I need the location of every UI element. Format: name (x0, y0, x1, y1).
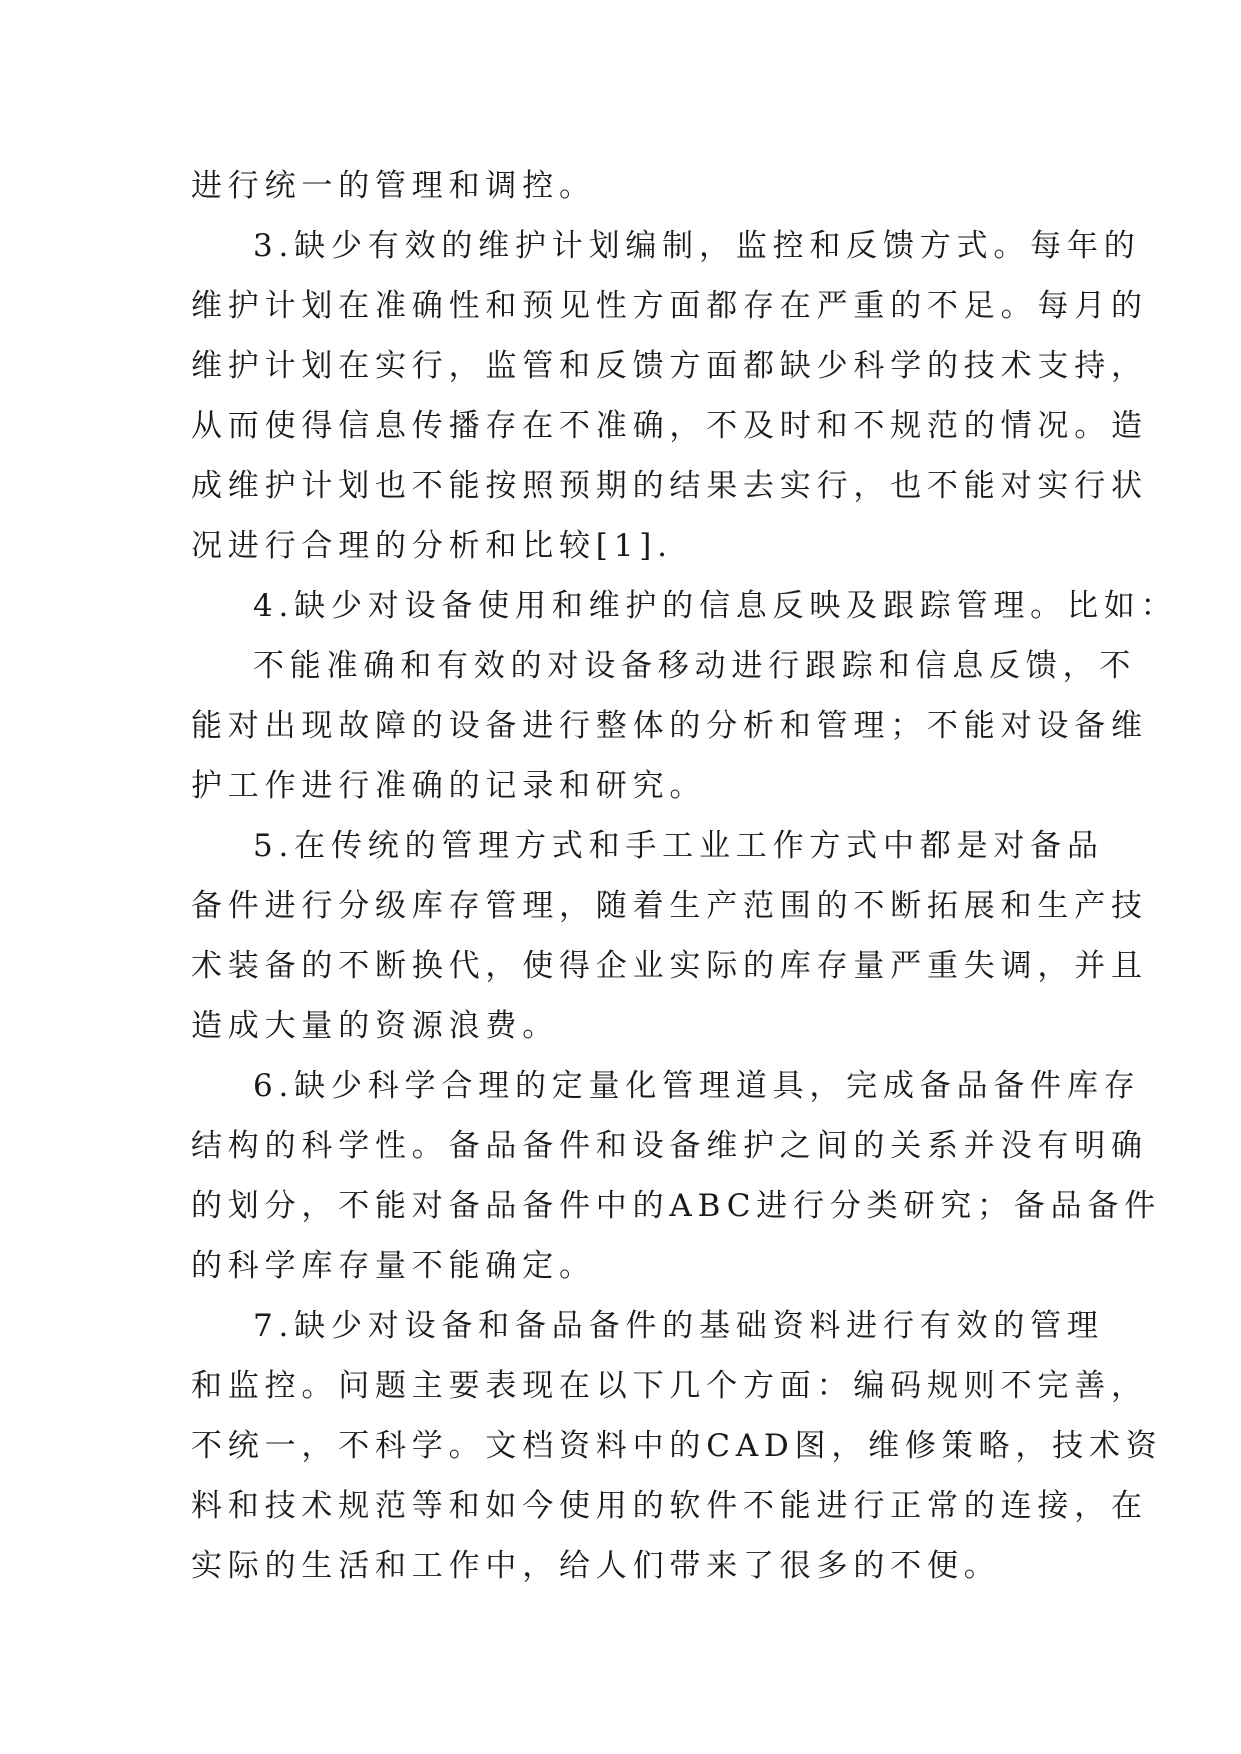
text-line: 造成大量的资源浪费。 (191, 1008, 559, 1044)
text-line: 不统一，不科学。文档资料中的CAD图，维修策略，技术资 (191, 1428, 1163, 1464)
text-line: 术装备的不断换代，使得企业实际的库存量严重失调，并且 (191, 948, 1148, 984)
text-line: 的划分，不能对备品备件中的ABC进行分类研究；备品备件 (191, 1188, 1162, 1224)
text-line: 护工作进行准确的记录和研究。 (191, 768, 707, 804)
text-line: 备件进行分级库存管理，随着生产范围的不断拓展和生产技 (191, 888, 1148, 924)
text-line: 料和技术规范等和如今使用的软件不能进行正常的连接，在 (191, 1488, 1148, 1524)
text-line: 不能准确和有效的对设备移动进行跟踪和信息反馈，不 (253, 648, 1137, 684)
text-line: 维护计划在准确性和预见性方面都存在严重的不足。每月的 (191, 288, 1148, 324)
text-line: 成维护计划也不能按照预期的结果去实行，也不能对实行状 (191, 468, 1148, 504)
text-line: 的科学库存量不能确定。 (191, 1248, 596, 1284)
text-line: 从而使得信息传播存在不准确，不及时和不规范的情况。造 (191, 408, 1148, 444)
paragraph-4-start: 4.缺少对设备使用和维护的信息反映及跟踪管理。比如： (253, 588, 1178, 624)
text-line: 结构的科学性。备品备件和设备维护之间的关系并没有明确 (191, 1128, 1148, 1164)
paragraph-3-start: 3.缺少有效的维护计划编制，监控和反馈方式。每年的 (253, 228, 1141, 264)
text-line: 和监控。问题主要表现在以下几个方面：编码规则不完善， (191, 1368, 1148, 1404)
text-line: 况进行合理的分析和比较[1]. (191, 528, 673, 564)
paragraph-6-start: 6.缺少科学合理的定量化管理道具，完成备品备件库存 (253, 1068, 1141, 1104)
text-line: 能对出现故障的设备进行整体的分析和管理；不能对设备维 (191, 708, 1148, 744)
text-line: 维护计划在实行，监管和反馈方面都缺少科学的技术支持， (191, 348, 1148, 384)
text-line: 实际的生活和工作中，给人们带来了很多的不便。 (191, 1548, 1001, 1584)
text-line: 进行统一的管理和调控。 (191, 168, 596, 204)
paragraph-7-start: 7.缺少对设备和备品备件的基础资料进行有效的管理 (253, 1308, 1104, 1344)
paragraph-5-start: 5.在传统的管理方式和手工业工作方式中都是对备品 (253, 828, 1104, 864)
